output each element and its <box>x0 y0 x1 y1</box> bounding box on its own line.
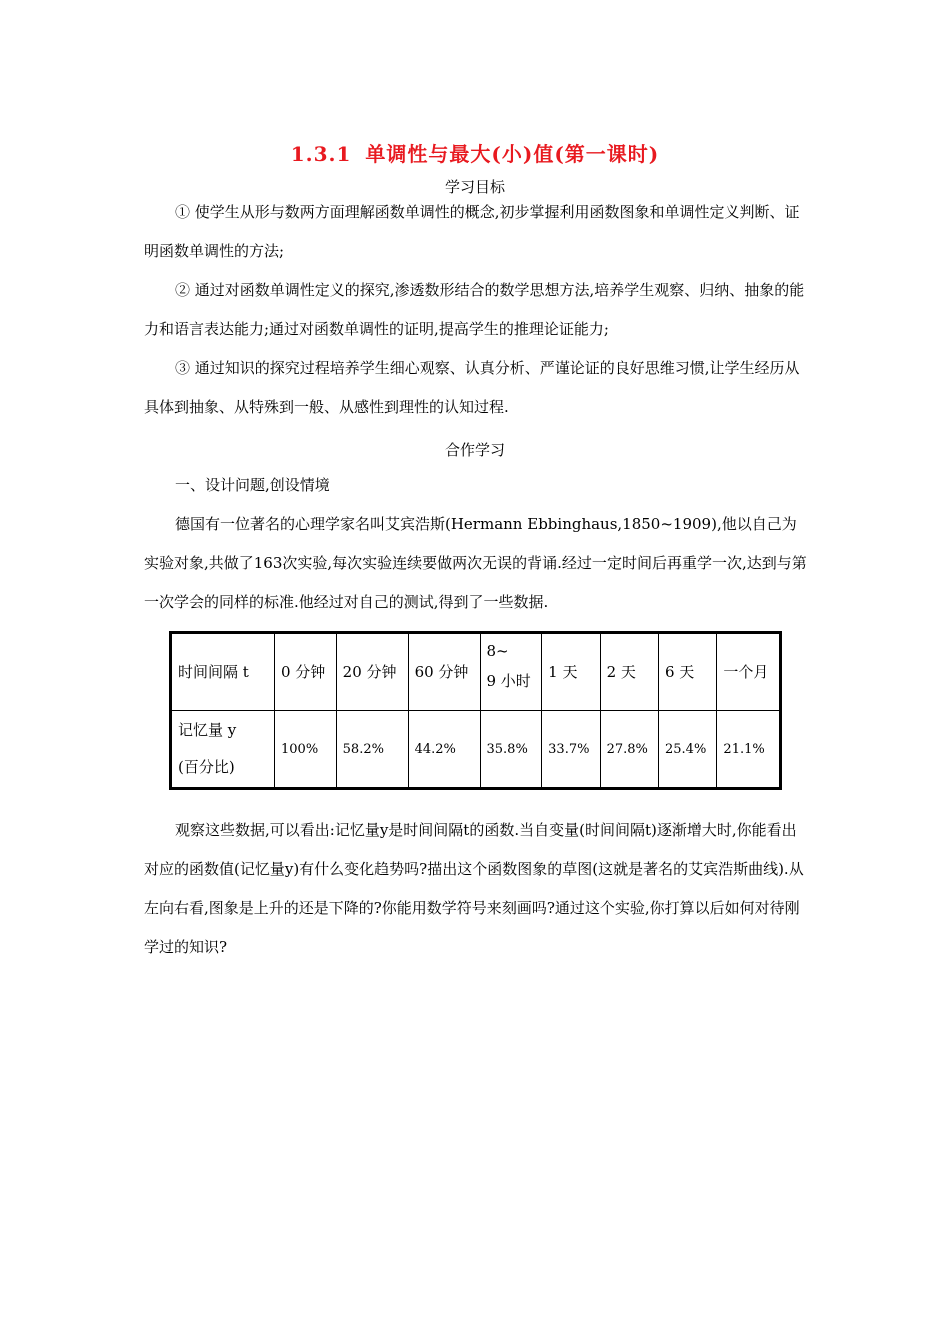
cell-line: 9 小时 <box>486 672 531 690</box>
table-cell: 6 天 <box>659 633 717 711</box>
table-cell: 44.2% <box>408 711 480 789</box>
table-cell <box>480 633 542 711</box>
table-header-cell: 时间间隔 t <box>171 633 275 711</box>
table-cell: 2 天 <box>600 633 658 711</box>
table-cell: 0 分钟 <box>275 633 337 711</box>
cell-line: (百分比) <box>178 758 235 776</box>
section-heading-cooperative: 合作学习 <box>444 441 505 459</box>
table-cell: 100% <box>275 711 337 789</box>
goal-paragraph-1: ① 使学生从形与数两方面理解函数单调性的概念,初步掌握利用函数图象和单调性定义判断、证明函数单调性的方法; <box>144 203 800 260</box>
table-cell: 33.7% <box>542 711 600 789</box>
table-cell: 35.8% <box>480 711 542 789</box>
page-title <box>0 138 950 167</box>
table-header-cell <box>171 711 275 789</box>
table-cell: 20 分钟 <box>336 633 408 711</box>
goal-paragraph-2: ② 通过对函数单调性定义的探究,渗透数形结合的数学思想方法,培养学生观察、归纳、抽象的能力和语言表达能力;通过对函数单调性的证明,提高学生的推理论证能力; <box>144 281 805 338</box>
table-row <box>171 633 781 711</box>
section-heading-goals: 学习目标 <box>444 178 505 196</box>
table-cell: 58.2% <box>336 711 408 789</box>
table-cell: 21.1% <box>717 711 781 789</box>
title-text: 单调性与最大(小)值(第一课时) <box>365 142 660 166</box>
table-cell: 60 分钟 <box>408 633 480 711</box>
table-cell: 一个月 <box>717 633 781 711</box>
table-cell: 27.8% <box>600 711 658 789</box>
title-number: 1.3.1 <box>290 142 352 166</box>
goal-paragraph-3: ③ 通过知识的探究过程培养学生细心观察、认真分析、严谨论证的良好思维习惯,让学生经历从具体到抽象、从特殊到一般、从感性到理性的认知过程. <box>144 359 800 416</box>
cell-line: 8~ <box>486 642 509 660</box>
table-row <box>171 711 781 789</box>
observation-paragraph: 观察这些数据,可以看出:记忆量y是时间间隔t的函数.当自变量(时间间隔t)逐渐增大时,你能看出对应的函数值(记忆量y)有什么变化趋势吗?描出这个函数图象的草图(这就是著名的艾宾浩斯曲线).从左向右看,图象是上升的还是下降的?你能用数学符号来刻画吗?通过这个实验,你打算以后如何对待刚学过的知识? <box>144 821 804 956</box>
cell-line: 记忆量 y <box>178 721 237 739</box>
memory-data-table <box>169 631 782 790</box>
subheading: 一、设计问题,创设情境 <box>175 476 330 494</box>
intro-paragraph: 德国有一位著名的心理学家名叫艾宾浩斯(Hermann Ebbinghaus,1850~1909),他以自己为实验对象,共做了163次实验,每次实验连续要做两次无误的背诵.经过一定时间后再重学一次,达到与第一次学会的同样的标准.他经过对自己的测试,得到了一些数据. <box>144 515 807 611</box>
table-cell: 1 天 <box>542 633 600 711</box>
table-cell: 25.4% <box>659 711 717 789</box>
